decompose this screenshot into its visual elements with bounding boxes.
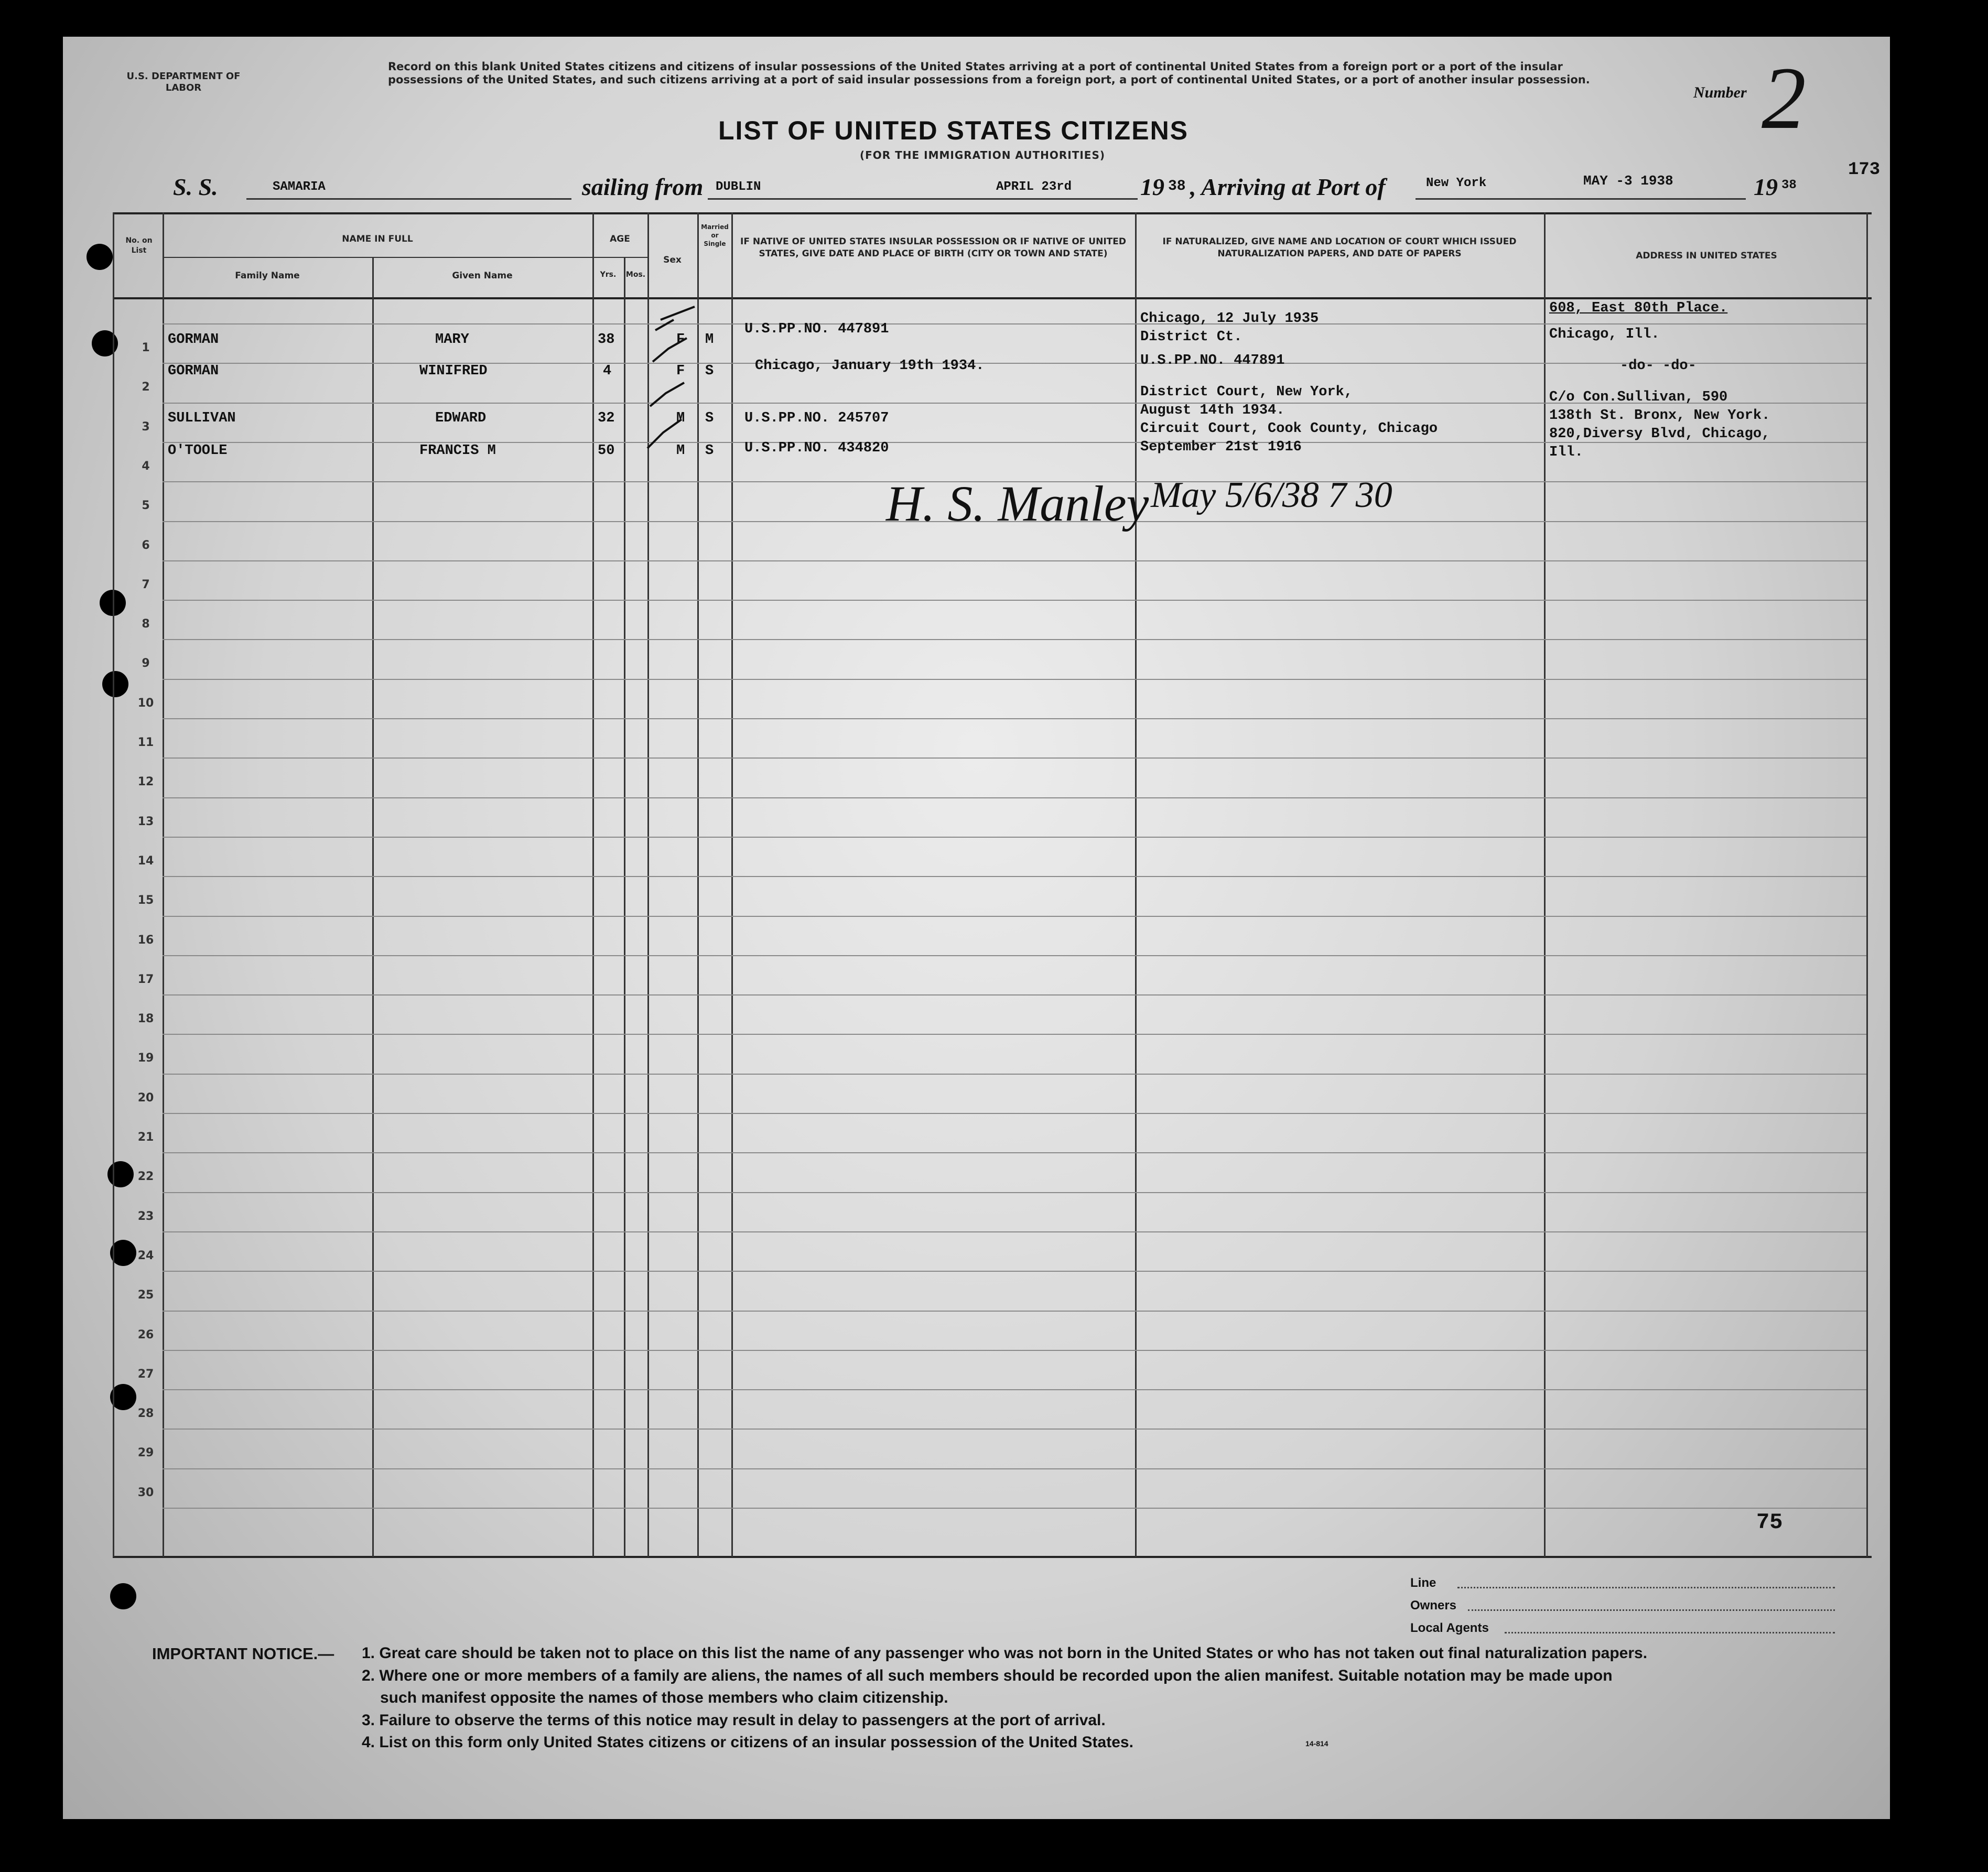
age-years: 32: [598, 410, 615, 426]
col-header-sex: Sex: [663, 255, 682, 265]
ruled-line: [163, 1152, 1866, 1153]
year2-value: 38: [1781, 178, 1797, 192]
given-name: FRANCIS M: [419, 443, 496, 459]
sex: F: [676, 332, 685, 348]
family-name: GORMAN: [168, 332, 219, 348]
age-years: 4: [603, 363, 612, 379]
ruled-line: [163, 1468, 1866, 1469]
punch-hole: [102, 671, 128, 697]
name-header-divider: [163, 257, 647, 258]
given-name: WINIFRED: [419, 363, 488, 379]
owners-label: Owners: [1410, 1598, 1457, 1613]
row-number: 22: [137, 1170, 154, 1183]
given-name: EDWARD: [435, 410, 487, 426]
row-number: 23: [137, 1210, 154, 1223]
table-top-border: [113, 212, 1872, 214]
column-divider: [1135, 212, 1137, 1557]
col-header-married-single: Married or Single: [701, 223, 729, 248]
row-number: 18: [137, 1012, 154, 1025]
ship-underline: [246, 198, 571, 200]
col-header-name-in-full: NAME IN FULL: [342, 234, 413, 244]
row-number: 14: [137, 854, 154, 868]
row-number: 2: [142, 381, 150, 394]
family-name: O'TOOLE: [168, 443, 228, 459]
ruled-line: [163, 1508, 1866, 1509]
column-divider: [624, 257, 625, 1557]
row-number: 4: [142, 460, 150, 473]
marital-status: S: [705, 363, 714, 379]
column-divider: [1866, 212, 1868, 1557]
col-header-birth: IF NATIVE OF UNITED STATES INSULAR POSSESSION OR IF NATIVE OF UNITED STATES, GIVE DATE AND PLACE OF BIRTH (CITY OR TOWN AND STATE): [740, 236, 1126, 259]
row-number: 28: [137, 1407, 154, 1420]
form-number: 14-814: [1305, 1739, 1328, 1748]
check-mark: [650, 383, 684, 406]
col-header-naturalized: IF NATURALIZED, GIVE NAME AND LOCATION OF COURT WHICH ISSUED NATURALIZATION PAPERS, AND DATE OF PAPERS: [1162, 236, 1517, 259]
ruled-line: [163, 916, 1866, 917]
address-line2: 138th St. Bronx, New York.: [1549, 408, 1770, 424]
row-number: 12: [137, 775, 154, 788]
row-number: 5: [142, 499, 150, 512]
notice-item: such manifest opposite the names of those members who claim citizenship.: [380, 1689, 948, 1706]
family-name: SULLIVAN: [168, 410, 236, 426]
ship-name: SAMARIA: [273, 180, 326, 194]
page-count: 75: [1756, 1510, 1783, 1535]
row-number: 24: [137, 1249, 154, 1262]
check-mark: [647, 419, 682, 448]
sex: M: [676, 443, 685, 459]
row-number: 11: [137, 736, 154, 749]
agents-field: [1505, 1632, 1835, 1633]
marital-status: M: [705, 332, 714, 348]
ruled-line: [163, 955, 1866, 956]
ruled-line: [163, 1271, 1866, 1272]
address-line1: 608, East 80th Place.: [1549, 300, 1728, 316]
header-bottom-border: [113, 297, 1872, 299]
local-agents-label: Local Agents: [1410, 1621, 1489, 1635]
age-years: 50: [598, 443, 615, 459]
birth-info: U.S.PP.NO. 447891: [744, 321, 889, 337]
column-divider: [163, 212, 164, 1557]
ruled-line: [163, 1074, 1866, 1075]
naturalization-info-line2: District Ct.: [1140, 329, 1242, 345]
row-number: 3: [142, 420, 150, 434]
table-bottom-border: [113, 1556, 1872, 1558]
marital-status: S: [705, 410, 714, 426]
sex: F: [676, 363, 685, 379]
ruled-line: [163, 1113, 1866, 1114]
ruled-line: [163, 758, 1866, 759]
owners-field: [1468, 1609, 1835, 1611]
row-number: 26: [137, 1328, 154, 1341]
number-value: 2: [1762, 49, 1806, 147]
row-number: 7: [142, 578, 150, 591]
family-name: GORMAN: [168, 363, 219, 379]
notice-title: IMPORTANT NOTICE.—: [152, 1644, 334, 1663]
row-number: 27: [137, 1368, 154, 1381]
department-label: U.S. DEPARTMENT OF LABOR: [126, 71, 241, 93]
row-number: 9: [142, 657, 150, 670]
column-divider: [731, 212, 733, 1557]
row-number: 16: [137, 934, 154, 947]
ruled-line: [163, 323, 1866, 324]
birth-info: U.S.PP.NO. 245707: [744, 410, 889, 426]
row-number: 29: [137, 1446, 154, 1459]
line-field: [1457, 1587, 1835, 1588]
ruled-line: [163, 1311, 1866, 1312]
ruled-line: [163, 363, 1866, 364]
given-name: MARY: [435, 332, 469, 348]
row-number: 8: [142, 618, 150, 631]
sailing-port: DUBLIN: [716, 180, 761, 194]
check-marks: [645, 299, 708, 461]
row-number: 20: [137, 1091, 154, 1105]
year2-prefix: 19: [1754, 174, 1778, 200]
address-line1: 820,Diversy Blvd, Chicago,: [1549, 426, 1770, 442]
birth-info: U.S.PP.NO. 434820: [744, 440, 889, 456]
age-header-divider: [592, 257, 647, 258]
signature-date: May 5/6/38 7 30: [1151, 475, 1392, 515]
line-label: Line: [1410, 1576, 1436, 1590]
column-divider: [372, 257, 374, 1557]
row-number: 10: [137, 697, 154, 710]
arrival-underline: [1416, 198, 1746, 200]
ruled-line: [163, 679, 1866, 680]
naturalization-info: District Court, New York,: [1140, 384, 1353, 400]
row-number: 15: [137, 894, 154, 907]
year-value: 38: [1168, 178, 1186, 194]
marital-status: S: [705, 443, 714, 459]
row-number: 19: [137, 1052, 154, 1065]
ruled-line: [163, 560, 1866, 561]
notice-item: 1. Great care should be taken not to place on this list the name of any passenger who was not born in the United States or who has not taken out final naturalization papers.: [362, 1644, 1648, 1662]
arrival-date-stamp: MAY -3 1938: [1583, 173, 1673, 189]
ss-label: S. S.: [173, 174, 218, 200]
address-line2: Ill.: [1549, 445, 1583, 460]
address-line1: C/o Con.Sullivan, 590: [1549, 389, 1728, 405]
row-number: 21: [137, 1131, 154, 1144]
instructions-text: Record on this blank United States citizens and citizens of insular possessions of the United States arriving at a port of continental United States from a foreign port or a port of the insular possessions of the United States, and such citizens arriving at a port of said insular possessions from a foreign port, a port of continental United States, or a port of another insular possession.: [388, 60, 1590, 86]
column-divider: [592, 212, 594, 1557]
ruled-line: [163, 1389, 1866, 1390]
row-number: 1: [142, 341, 150, 354]
year-prefix: 19: [1140, 174, 1164, 200]
column-divider: [113, 212, 114, 1557]
row-number: 30: [137, 1486, 154, 1499]
ruled-line: [163, 1034, 1866, 1035]
row-number: 17: [137, 973, 154, 986]
row-number: 13: [137, 815, 154, 828]
notice-item: 4. List on this form only United States citizens or citizens of an insular possession of the United States.: [362, 1734, 1133, 1751]
ruled-line: [163, 837, 1866, 838]
ruled-line: [163, 718, 1866, 719]
sailing-underline: [708, 198, 1138, 200]
notice-item: 3. Failure to observe the terms of this notice may result in delay to passengers at the port of arrival.: [362, 1712, 1106, 1729]
row-number: 25: [137, 1289, 154, 1302]
ruled-line: [163, 876, 1866, 877]
arriving-label: , Arriving at Port of: [1190, 174, 1386, 200]
col-header-family-name: Family Name: [235, 270, 300, 281]
document-title: LIST OF UNITED STATES CITIZENS: [718, 116, 1189, 145]
column-divider: [1544, 212, 1546, 1557]
ruled-line: [163, 442, 1866, 443]
number-label: Number: [1693, 84, 1747, 101]
naturalization-info-line2: August 14th 1934.: [1140, 403, 1285, 418]
ruled-line: [163, 994, 1866, 995]
col-header-address: ADDRESS IN UNITED STATES: [1636, 251, 1777, 261]
ruled-line: [163, 1192, 1866, 1193]
punch-hole: [87, 244, 113, 270]
col-header-age: AGE: [610, 234, 630, 244]
sailing-label: sailing from: [582, 174, 704, 200]
sex: M: [676, 410, 685, 426]
inspector-signature: H. S. Manley: [886, 475, 1149, 532]
page-stamp: 173: [1848, 160, 1881, 180]
ruled-line: [163, 639, 1866, 640]
ruled-line: [163, 1429, 1866, 1430]
address-line1: -do- -do-: [1620, 358, 1697, 374]
ruled-line: [163, 1350, 1866, 1351]
naturalization-info: U.S.PP.NO. 447891: [1140, 353, 1285, 369]
document-subtitle: (FOR THE IMMIGRATION AUTHORITIES): [860, 149, 1106, 161]
col-header-mos: Mos.: [625, 270, 646, 279]
row-number: 6: [142, 539, 150, 552]
ruled-line: [163, 600, 1866, 601]
ruled-line: [163, 1231, 1866, 1232]
sailing-date: APRIL 23rd: [996, 180, 1072, 194]
arrival-port: New York: [1426, 176, 1487, 190]
check-mark: [655, 307, 695, 330]
col-header-yrs: Yrs.: [600, 270, 617, 279]
col-header-number: No. on List: [125, 236, 153, 255]
naturalization-info-line2: September 21st 1916: [1140, 439, 1302, 455]
notice-item: 2. Where one or more members of a family are aliens, the names of all such members should be recorded upon the alien manifest. Suitable notation may be made upon: [362, 1667, 1613, 1684]
check-mark: [653, 338, 687, 362]
age-years: 38: [598, 332, 615, 348]
birth-info: Chicago, January 19th 1934.: [755, 358, 985, 374]
address-line2: Chicago, Ill.: [1549, 327, 1660, 342]
naturalization-info: Chicago, 12 July 1935: [1140, 311, 1319, 327]
col-header-given-name: Given Name: [452, 270, 513, 281]
punch-hole: [110, 1583, 136, 1609]
ruled-line: [163, 797, 1866, 798]
naturalization-info: Circuit Court, Cook County, Chicago: [1140, 421, 1438, 437]
